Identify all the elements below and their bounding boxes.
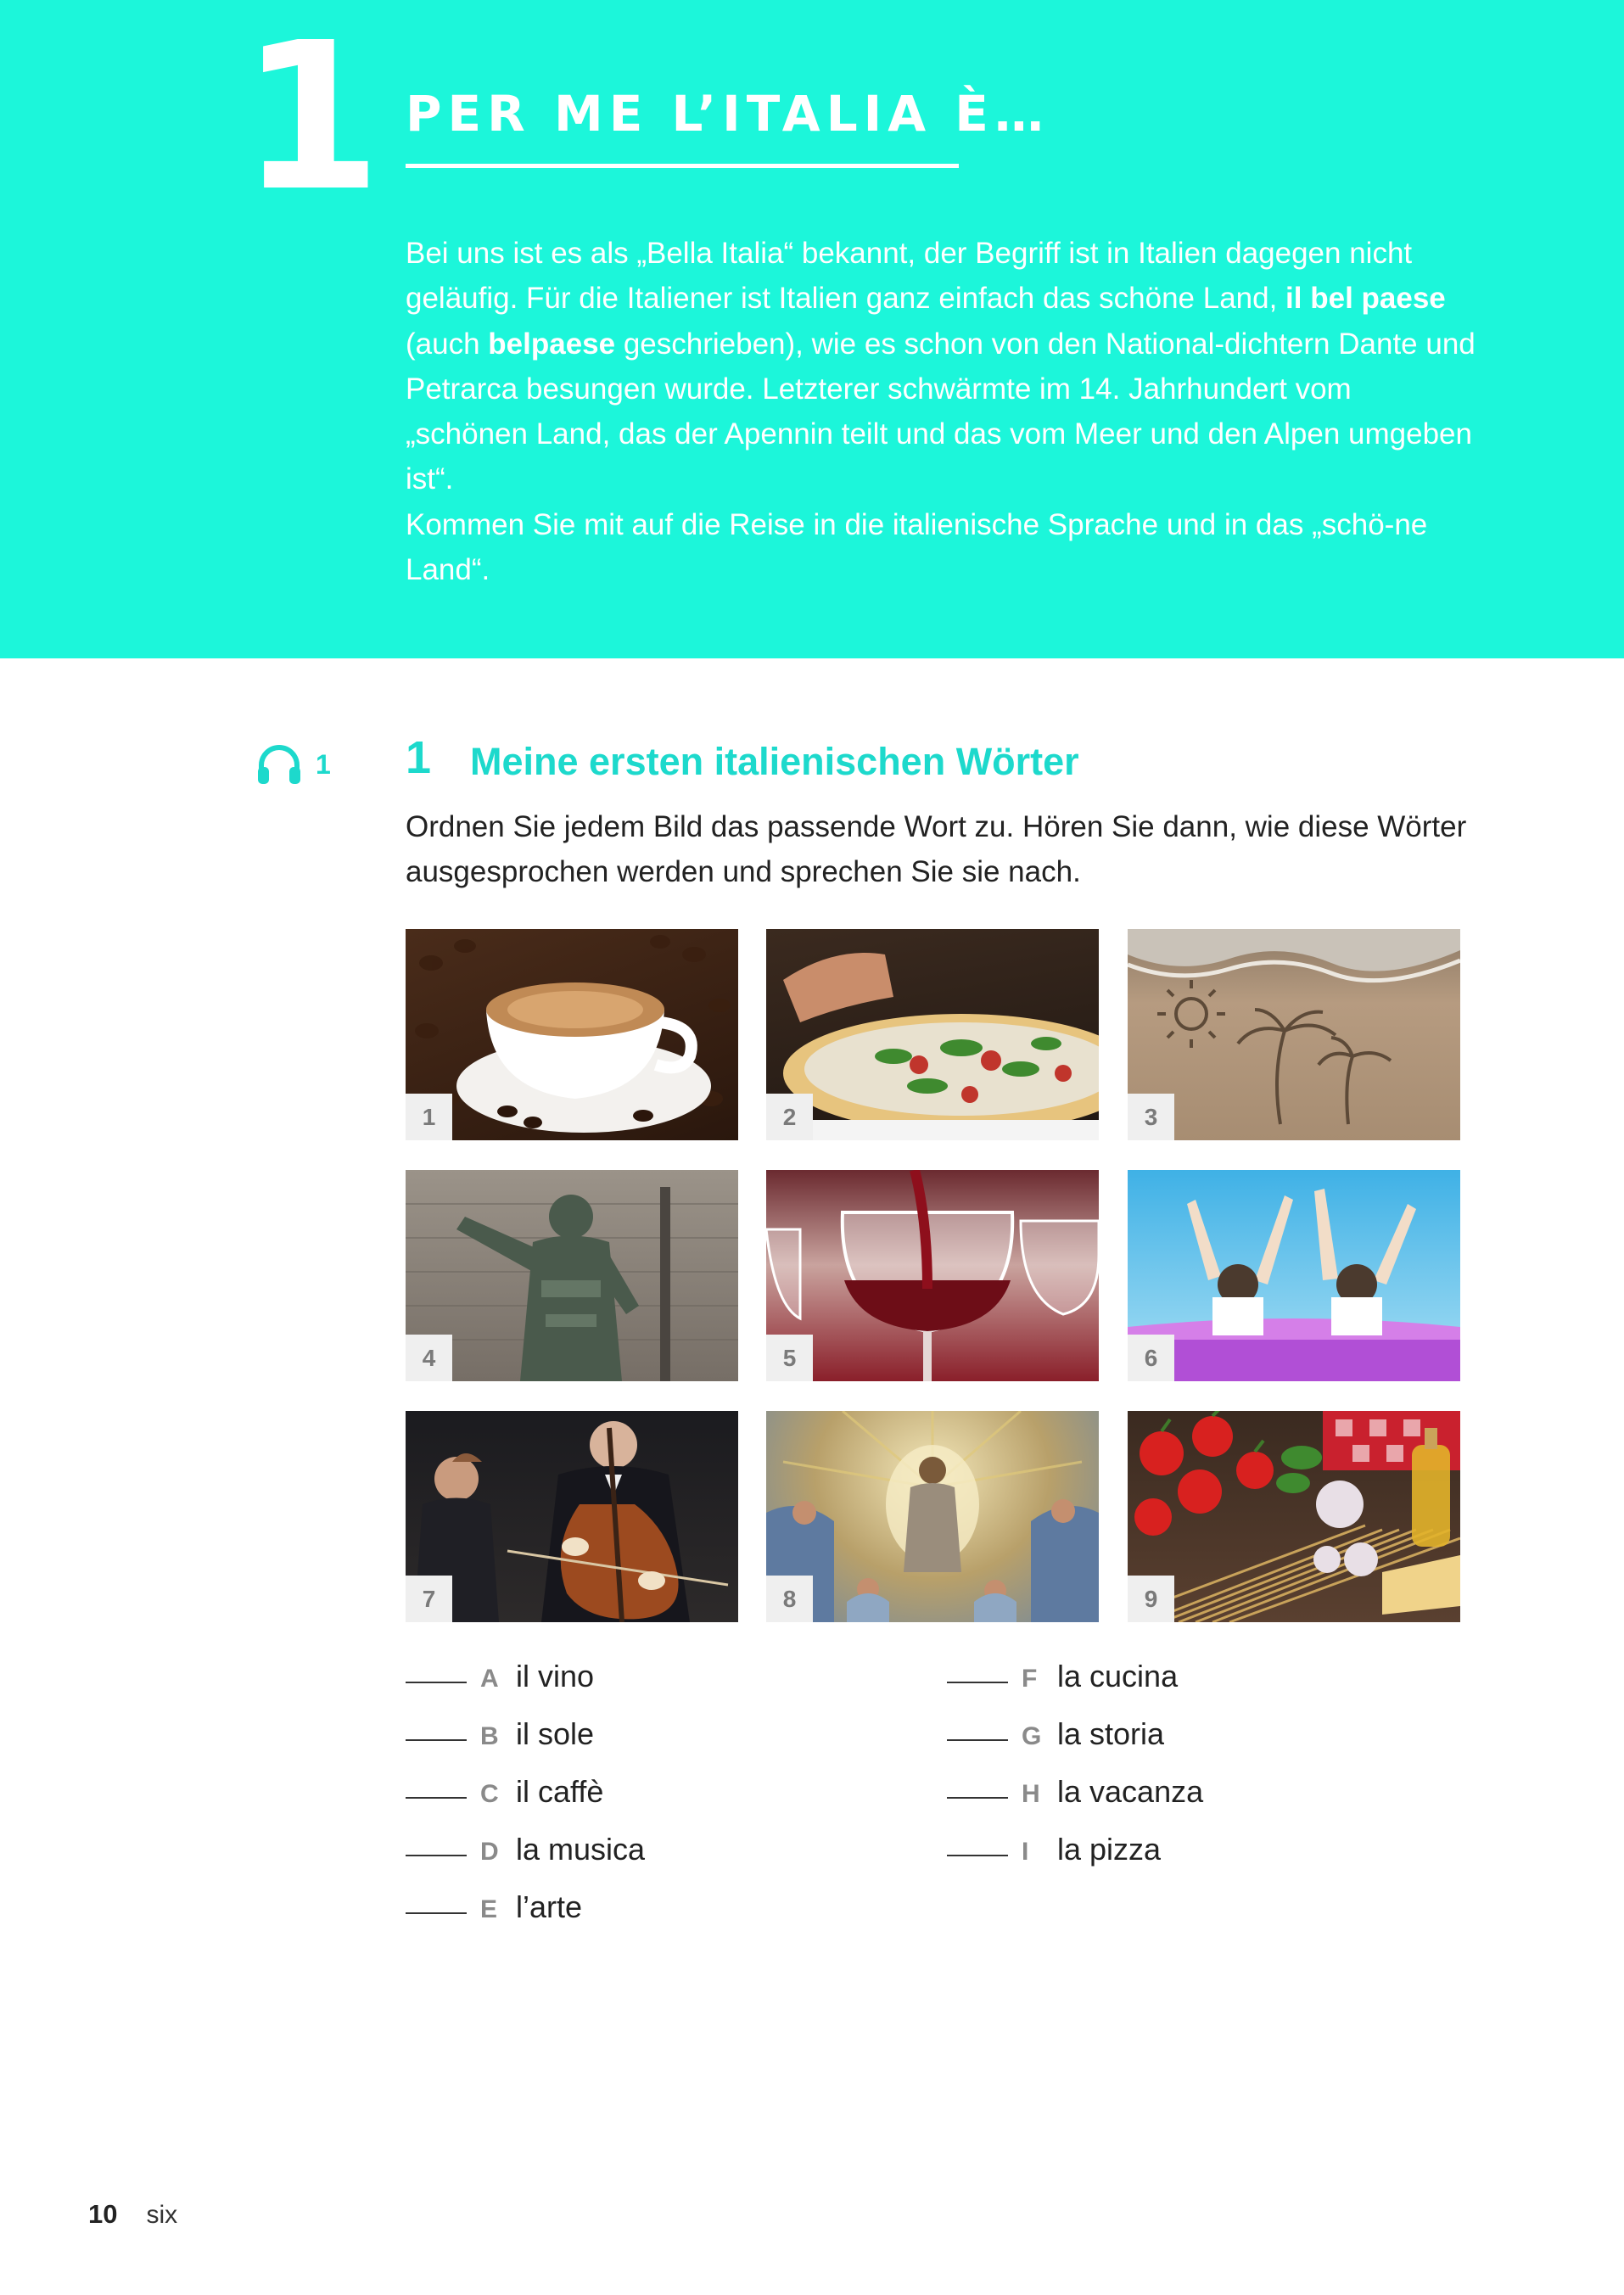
photo-coffee bbox=[406, 929, 738, 1140]
photo-fresco bbox=[766, 1411, 1099, 1622]
vocab-word: il vino bbox=[516, 1659, 595, 1693]
intro-text-part: (auch bbox=[406, 327, 489, 361]
photo-beach-sand bbox=[1128, 929, 1460, 1140]
photo-number: 1 bbox=[406, 1094, 452, 1140]
answer-blank[interactable] bbox=[947, 1855, 1008, 1856]
photo-red-wine bbox=[766, 1170, 1099, 1381]
page-footer bbox=[88, 2199, 177, 2230]
exercise-number: 1 bbox=[406, 732, 432, 783]
photo-pizza bbox=[766, 929, 1099, 1140]
answer-blank[interactable] bbox=[947, 1739, 1008, 1741]
answer-blank[interactable] bbox=[406, 1855, 467, 1856]
photo-holiday bbox=[1128, 1170, 1460, 1381]
vocab-item bbox=[406, 1832, 645, 1874]
vocab-item bbox=[947, 1659, 1178, 1701]
vocab-word: la musica bbox=[516, 1832, 646, 1867]
photo-number: 8 bbox=[766, 1576, 813, 1622]
photo-number: 3 bbox=[1128, 1094, 1174, 1140]
coffee-cup-illustration bbox=[406, 929, 738, 1140]
vocab-word: la vacanza bbox=[1057, 1774, 1204, 1809]
answer-blank[interactable] bbox=[947, 1682, 1008, 1683]
photo-cello bbox=[406, 1411, 738, 1622]
cello-illustration bbox=[406, 1411, 738, 1622]
intro-bold-term: il bel paese bbox=[1285, 282, 1446, 316]
exercise-title: Meine ersten italienischen Wörter bbox=[470, 740, 1079, 783]
photo-number: 4 bbox=[406, 1335, 452, 1381]
page-number: 10 bbox=[88, 2199, 118, 2229]
headphones-icon bbox=[256, 743, 302, 786]
vocab-letter: G bbox=[1022, 1722, 1042, 1750]
intro-bold-term: belpaese bbox=[488, 327, 616, 361]
answer-blank[interactable] bbox=[406, 1912, 467, 1914]
answer-blank[interactable] bbox=[406, 1797, 467, 1799]
photo-number: 7 bbox=[406, 1576, 452, 1622]
statue-illustration bbox=[406, 1170, 738, 1381]
vocab-item bbox=[406, 1659, 594, 1701]
photo-number: 2 bbox=[766, 1094, 813, 1140]
pizza-illustration bbox=[766, 929, 1099, 1140]
vocab-item bbox=[406, 1889, 582, 1932]
intro-text bbox=[406, 231, 1476, 592]
photo-ingredients bbox=[1128, 1411, 1460, 1622]
vocab-letter: C bbox=[480, 1780, 499, 1808]
vocab-word: il caffè bbox=[516, 1774, 604, 1809]
answer-blank[interactable] bbox=[406, 1739, 467, 1741]
exercise-instruction: Ordnen Sie jedem Bild das passende Wort zu. Hören Sie dann, wie diese Wörter ausgesprochen werden und sprechen Sie sie nach. bbox=[406, 810, 1467, 889]
vocab-word: la pizza bbox=[1057, 1832, 1162, 1867]
vocab-letter: E bbox=[480, 1895, 498, 1923]
answer-blank[interactable] bbox=[947, 1797, 1008, 1799]
photo-number: 9 bbox=[1128, 1576, 1174, 1622]
vocab-word: la cucina bbox=[1057, 1659, 1179, 1693]
chapter-header-band bbox=[0, 0, 1624, 658]
audio-track-number: 1 bbox=[316, 748, 331, 780]
vocab-item bbox=[406, 1716, 594, 1759]
intro-text-part: geschrieben), wie es schon von den National-dichtern Dante und Petrarca besungen wurde. Letzterer schwärmte im 14. Jahrhundert vom „schönen Land, das der Apennin teilt und das vom Meer und den Alpen umgeben ist“. bbox=[406, 327, 1476, 496]
vocab-item bbox=[406, 1774, 603, 1816]
fresco-illustration bbox=[766, 1411, 1099, 1622]
intro-paragraph-2: Kommen Sie mit auf die Reise in die italienische Sprache und in das „schö-ne Land“. bbox=[406, 507, 1428, 587]
intro-paragraph-1 bbox=[406, 231, 1476, 502]
vocab-word: l’arte bbox=[516, 1889, 583, 1924]
vocab-letter: A bbox=[480, 1665, 499, 1693]
title-underline bbox=[406, 164, 959, 168]
intro-text-part: Bei uns ist es als „Bella Italia“ bekannt, der Begriff ist in Italien dagegen nicht geläufig. Für die Italiener ist Italien ganz einfach das schöne Land, bbox=[406, 237, 1413, 316]
vocab-item bbox=[947, 1716, 1164, 1759]
vocab-letter: D bbox=[480, 1838, 499, 1866]
ingredients-illustration bbox=[1128, 1411, 1460, 1622]
vocab-letter: F bbox=[1022, 1665, 1038, 1693]
convertible-illustration bbox=[1128, 1170, 1460, 1381]
page-label: six bbox=[146, 2201, 178, 2229]
photo-number: 6 bbox=[1128, 1335, 1174, 1381]
sand-drawing-illustration bbox=[1128, 929, 1460, 1140]
audio-track-reference[interactable] bbox=[256, 743, 331, 786]
vocab-word: il sole bbox=[516, 1716, 595, 1751]
wine-glass-illustration bbox=[766, 1170, 1099, 1381]
chapter-title: PER ME L’ITALIA È… bbox=[406, 85, 1050, 143]
photo-number: 5 bbox=[766, 1335, 813, 1381]
chapter-number: 1 bbox=[240, 0, 382, 236]
vocab-item bbox=[947, 1832, 1161, 1874]
vocab-letter: B bbox=[480, 1722, 499, 1750]
vocab-letter: I bbox=[1022, 1838, 1029, 1866]
vocab-item bbox=[947, 1774, 1203, 1816]
vocab-word: la storia bbox=[1057, 1716, 1165, 1751]
vocab-letter: H bbox=[1022, 1780, 1040, 1808]
photo-roman-statue bbox=[406, 1170, 738, 1381]
answer-blank[interactable] bbox=[406, 1682, 467, 1683]
